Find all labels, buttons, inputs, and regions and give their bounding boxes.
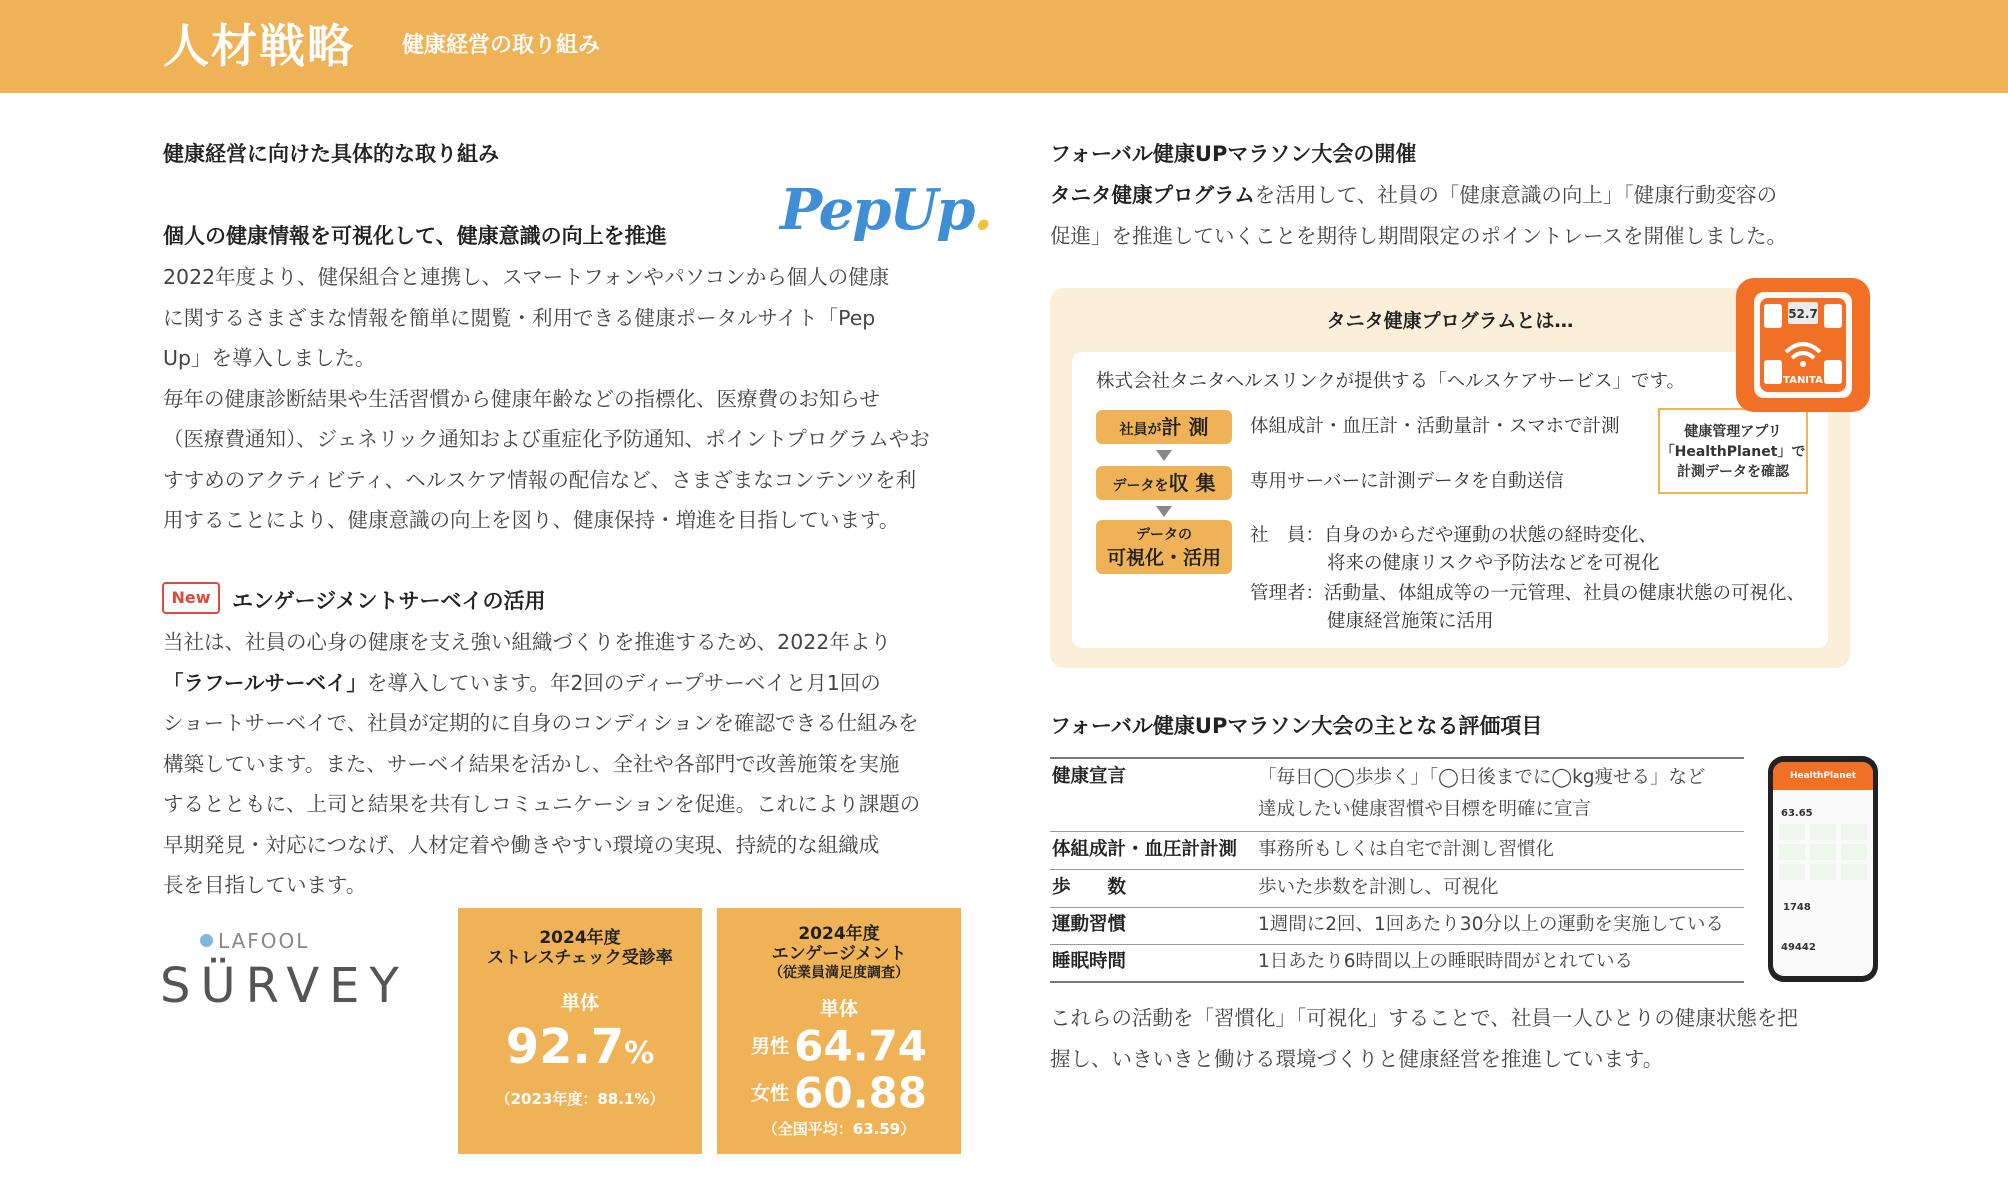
stat-unit-label: 単体 — [819, 998, 858, 1020]
stat-note: （2023年度：88.1%） — [495, 1090, 665, 1108]
paragraph-line: 当社は、社員の心身の健康を支え強い組織づくりを推進するため、2022年より — [163, 630, 891, 654]
app-weight: 63.65 — [1781, 808, 1813, 819]
survey-logo-text: SÜRVEY — [160, 958, 409, 1014]
table-row-label: 体組成計・血圧計計測 — [1052, 839, 1238, 860]
page-subtitle: 健康経営の取り組み — [402, 33, 601, 58]
engagement-stat-box — [717, 908, 961, 1154]
eval-heading: フォーバル健康UPマラソン大会の主となる評価項目 — [1050, 714, 1543, 738]
paragraph-line: 「ラフールサーベイ」を導入しています。年2回のディープサーベイと月1回の — [163, 670, 881, 695]
paragraph-line: するとともに、上司と結果を共有しコミュニケーションを促進。これにより課題の — [163, 792, 921, 816]
app-steps: 1748 — [1783, 902, 1811, 913]
table-row-value: 事務所もしくは自宅で計測し習慣化 — [1258, 839, 1555, 860]
table-row-value: 1週間に2回、1回あたり30分以上の運動を実施している — [1258, 914, 1724, 935]
paragraph-line: ショートサーベイで、社員が定期的に自身のコンディションを確認できる仕組みを — [163, 711, 919, 735]
stat-value: 92.7 — [505, 1019, 625, 1075]
app-total: 49442 — [1781, 942, 1816, 953]
section-heading: 健康経営に向けた具体的な取り組み — [163, 142, 499, 166]
page-title: 人材戦略 — [163, 19, 355, 73]
paragraph-line: 構築しています。また、サーベイ結果を活かし、全社や各部門で改善施策を実施 — [163, 751, 900, 776]
stat-subtitle: （従業員満足度調査） — [769, 965, 909, 981]
step-collect-desc: 専用サーバーに計測データを自動送信 — [1250, 471, 1564, 492]
app-chart-icon — [1773, 820, 1873, 890]
table-rule — [1050, 831, 1744, 832]
engagement-heading: エンゲージメントサーベイの活用 — [232, 589, 546, 613]
paragraph-line: 長を目指しています。 — [163, 873, 367, 897]
body-composition-scale-icon — [1736, 278, 1870, 412]
manager-use-cont: 健康経営施策に活用 — [1327, 611, 1494, 632]
paragraph-line: 毎年の健康診断結果や生活習慣から健康年齢などの指標化、医療費のお知らせ — [163, 386, 880, 411]
smartphone-screen — [1773, 762, 1873, 976]
male-row — [717, 1023, 961, 1070]
marathon-paragraph — [1050, 175, 1787, 256]
paragraph-line: 早期発見・対応につなげ、人材定着や働きやすい環境の実現、持続的な組織成 — [163, 832, 880, 857]
employee-use-cont: 将来の健康リスクや予防法などを可視化 — [1327, 553, 1660, 574]
table-rule — [1050, 869, 1744, 870]
employee-use: 社 員：自身のからだや運動の状態の経時変化、 — [1250, 525, 1658, 546]
stat-year: 2024年度 — [798, 924, 880, 944]
stat-value-row — [458, 1017, 702, 1088]
down-arrow-icon — [1156, 450, 1172, 461]
table-row-value: 歩いた歩数を計測し、可視化 — [1258, 877, 1499, 898]
survey-name: 「ラフールサーベイ」 — [163, 670, 367, 695]
closing-paragraph — [1050, 998, 1798, 1079]
female-label: 女性 — [751, 1082, 790, 1104]
stat-unit: % — [624, 1036, 655, 1071]
paragraph-line: 2022年度より、健保組合と連携し、スマートフォンやパソコンから個人の健康 — [163, 265, 890, 289]
pepup-heading: 個人の健康情報を可視化して、健康意識の向上を推進 — [163, 224, 667, 248]
step-collect-tag: データを収 集 — [1096, 466, 1232, 500]
table-row-value: 「毎日◯◯歩歩く」「◯日後までに◯kg痩せる」など — [1258, 767, 1706, 788]
table-rule — [1050, 944, 1744, 945]
new-badge: New — [162, 582, 220, 614]
female-value: 60.88 — [794, 1068, 927, 1117]
table-rule — [1050, 907, 1744, 908]
table-rule — [1050, 981, 1744, 983]
down-arrow-icon — [1156, 506, 1172, 517]
tanita-intro: 株式会社タニタヘルスリンクが提供する「ヘルスケアサービス」です。 — [1096, 371, 1686, 392]
table-row-value: 1日あたり6時間以上の睡眠時間がとれている — [1258, 951, 1634, 972]
scale-display: 52.7 — [1788, 307, 1818, 321]
paragraph-line: すすめのアクティビティ、ヘルスケア情報の配信など、さまざまなコンテンツを利 — [163, 467, 917, 492]
paragraph-line: Up」を導入しました。 — [163, 346, 376, 370]
engagement-paragraph — [163, 622, 920, 906]
paragraph-line: に関するさまざまな情報を簡単に閲覧・利用できる健康ポータルサイト「Pep — [163, 305, 876, 330]
paragraph-line: （医療費通知）、ジェネリック通知および重症化予防通知、ポイントプログラムやお — [163, 427, 930, 451]
lafool-logo-text: LAFOOL — [218, 929, 310, 953]
stat-note: （全国平均：63.59） — [762, 1120, 916, 1138]
table-row-label: 運動習慣 — [1052, 914, 1127, 935]
table-row-label: 健康宣言 — [1052, 766, 1127, 787]
stat-year: 2024年度 — [539, 928, 621, 948]
table-row-label: 睡眠時間 — [1052, 951, 1127, 972]
manager-use: 管理者：活動量、体組成等の一元管理、社員の健康状態の可視化、 — [1250, 583, 1806, 604]
paragraph-line: 用することにより、健康意識の向上を図り、健康保持・増進を目指しています。 — [163, 508, 900, 532]
pepup-logo: PepUp. — [780, 177, 991, 243]
female-row — [717, 1070, 961, 1117]
paragraph-line: タニタ健康プログラムを活用して、社員の「健康意識の向上」「健康行動変容の — [1050, 183, 1778, 207]
paragraph-line: これらの活動を「習慣化」「可視化」することで、社員一人ひとりの健康状態を把 — [1050, 1006, 1798, 1030]
healthplanet-note: 健康管理アプリ 「HealthPlanet」で 計測データを確認 — [1658, 408, 1808, 494]
table-row-value: 達成したい健康習慣や目標を明確に宣言 — [1258, 799, 1592, 820]
stress-check-stat-box — [458, 908, 702, 1154]
step-visualize-tag: データの 可視化・活用 — [1096, 520, 1232, 574]
stat-title: エンゲージメント — [771, 944, 907, 964]
male-value: 64.74 — [794, 1021, 927, 1071]
male-label: 男性 — [751, 1035, 790, 1058]
stat-title: ストレスチェック受診率 — [487, 948, 673, 968]
pepup-paragraph — [163, 257, 930, 541]
lafool-logo-mark — [200, 934, 213, 947]
paragraph-line: 握し、いきいきと働ける環境づくりと健康経営を推進しています。 — [1050, 1046, 1664, 1071]
app-name: HealthPlanet — [1773, 762, 1873, 790]
table-rule — [1050, 757, 1744, 759]
marathon-heading: フォーバル健康UPマラソン大会の開催 — [1050, 142, 1417, 166]
stat-unit-label: 単体 — [560, 992, 599, 1014]
step-measure-desc: 体組成計・血圧計・活動量計・スマホで計測 — [1250, 416, 1620, 437]
scale-brand: TANITA — [1783, 375, 1823, 386]
tanita-program-name: タニタ健康プログラム — [1050, 183, 1255, 207]
paragraph-line: 促進」を推進していくことを期待し期間限定のポイントレースを開催しました。 — [1050, 223, 1787, 248]
tanita-panel-title: タニタ健康プログラムとは… — [1326, 310, 1574, 332]
table-row-label: 歩 数 — [1052, 877, 1127, 898]
step-measure-tag: 社員が計 測 — [1096, 410, 1232, 444]
